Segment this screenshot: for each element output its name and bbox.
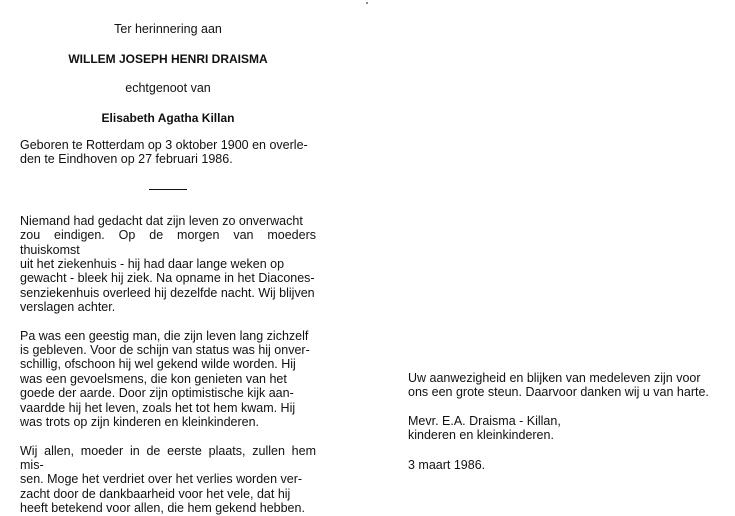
- text-line: senziekenhuis overleed hij dezelfde nacht. Wij blijven: [20, 285, 315, 300]
- text-line: Niemand had gedacht dat zijn leven zo onverwacht: [20, 213, 303, 228]
- right-column: [408, 371, 718, 472]
- text-line: den te Eindhoven op 27 februari 1986.: [20, 152, 233, 167]
- text-line: Pa was een geestig man, die zijn leven lang zichzelf: [20, 328, 309, 343]
- text-line: Geboren te Rotterdam op 3 oktober 1900 en overle-: [20, 138, 308, 152]
- text-line: uit het ziekenhuis - hij had daar lange weken op: [20, 257, 285, 272]
- text-line: sen. Moge het verdriet over het verlies worden ver-: [20, 472, 303, 487]
- signature: [408, 414, 718, 443]
- left-column: [20, 22, 316, 516]
- text-line: Mevr. E.A. Draisma - Killan,: [408, 413, 561, 428]
- text-line: was een gevoelsmens, die kon genieten van het: [20, 371, 287, 386]
- text-line: gewacht - bleek hij ziek. Na opname in het Diacones-: [20, 271, 315, 286]
- text-line: kinderen en kleinkinderen.: [408, 428, 554, 443]
- text-line: heeft betekend voor allen, die hem gekend hebben.: [20, 501, 305, 516]
- text-line: vaardde hij het leven, zoals het tot hem kwam. Hij: [20, 400, 296, 415]
- paragraph-3: [20, 444, 316, 516]
- paragraph-1: [20, 214, 316, 315]
- text-line: was trots op zijn kinderen en kleinkinderen.: [20, 415, 260, 430]
- relation-line: echtgenoot van: [125, 81, 211, 95]
- text-line: schillig, ofschoon hij wel gekend wilde worden. Hij: [20, 357, 296, 372]
- divider-rule: [149, 189, 187, 190]
- text-line: goede der aarde. Door zijn optimistische kijk aan-: [20, 386, 294, 401]
- thanks-text: [408, 371, 718, 400]
- text-line: verslagen achter.: [20, 300, 116, 315]
- paragraph-2: [20, 329, 316, 430]
- text-line: Wij allen, moeder in de eerste plaats, zullen hem mis-: [20, 443, 316, 472]
- card-date: 3 maart 1986.: [408, 457, 486, 472]
- text-line: zou eindigen. Op de morgen van moeders thuiskomst: [20, 228, 316, 257]
- spouse-name: Elisabeth Agatha Killan: [101, 111, 235, 125]
- text-line: is gebleven. Voor de schijn van status was hij onver-: [20, 343, 310, 358]
- intro-line: Ter herinnering aan: [114, 22, 222, 36]
- birth-death-text: [20, 138, 316, 167]
- print-speck: [366, 2, 368, 4]
- text-line: ons een grote steun. Daarvoor danken wij u van harte.: [408, 385, 709, 400]
- text-line: Uw aanwezigheid en blijken van medeleven zijn voor: [408, 371, 701, 385]
- deceased-name: WILLEM JOSEPH HENRI DRAISMA: [68, 52, 268, 66]
- text-line: zacht door de dankbaarheid voor het vele, dat hij: [20, 486, 291, 501]
